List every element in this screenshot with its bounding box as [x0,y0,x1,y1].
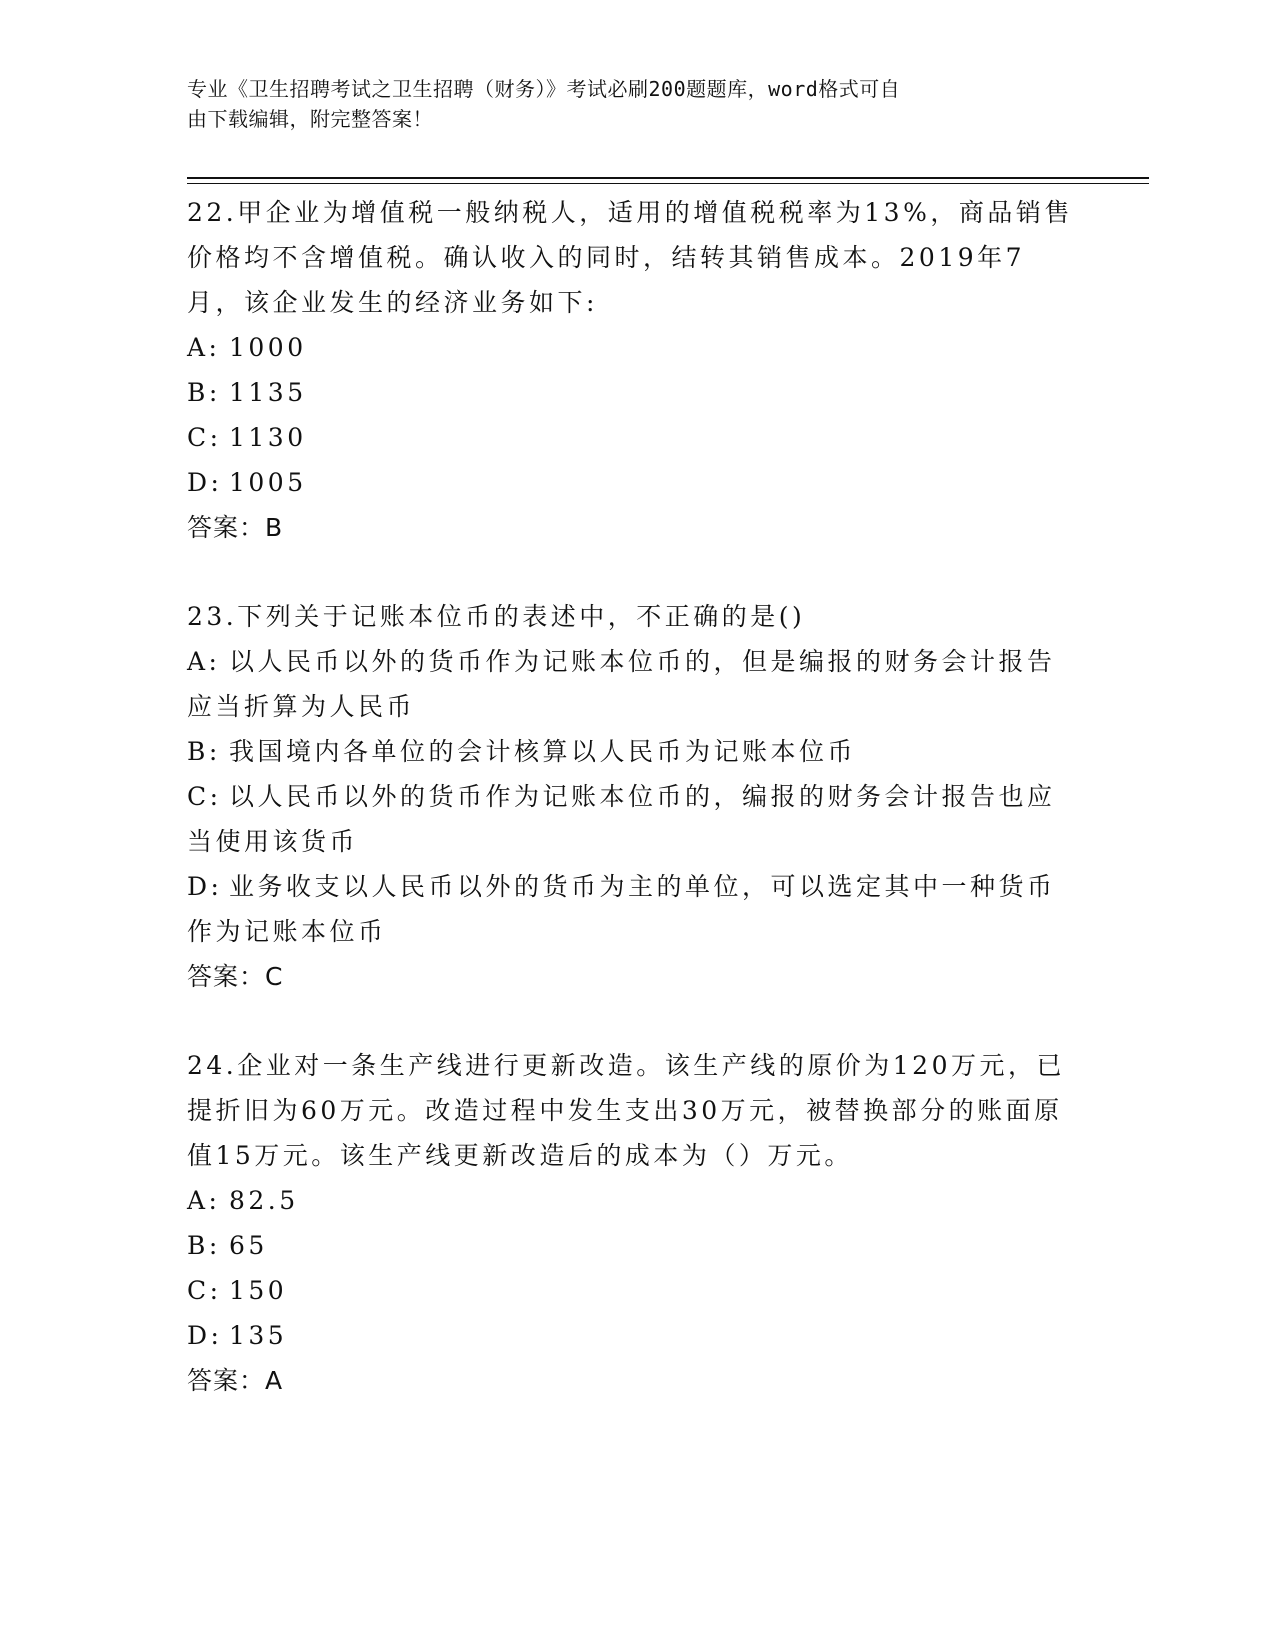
option-text: 业务收支以人民币以外的货币为主的单位，可以选定其中一种货币作为记账本位币 [187,872,1056,946]
header-line-1: 专业《卫生招聘考试之卫生招聘（财务）》考试必刷200题题库，word格式可自 [187,77,901,101]
question-stem: 22.甲企业为增值税一般纳税人，适用的增值税税率为13%，商品销售价格均不含增值税。确认收入的同时，结转其销售成本。2019年7月，该企业发生的经济业务如下: [187,198,1073,317]
question-24 [187,1043,1077,1403]
option-letter: D: [187,872,223,901]
option-text: 1005 [229,468,307,497]
option-c [187,1268,1077,1313]
option-b [187,370,1077,415]
option-letter: A: [187,1186,221,1215]
header-line-2: 由下载编辑，附完整答案！ [187,107,433,131]
option-text: 150 [229,1276,288,1305]
option-b [187,729,1077,774]
option-letter: D: [187,468,223,497]
option-text: 82.5 [229,1186,299,1215]
option-d [187,864,1077,954]
question-23 [187,594,1077,999]
option-letter: D: [187,1321,223,1350]
question-22 [187,190,1077,550]
answer-text: 答案：C [187,962,284,991]
question-stem: 24.企业对一条生产线进行更新改造。该生产线的原价为120万元，已提折旧为60万元。改造过程中发生支出30万元，被替换部分的账面原值15万元。该生产线更新改造后的成本为（）万元。 [187,1051,1065,1170]
option-letter: A: [187,647,221,676]
question-stem: 23.下列关于记账本位币的表述中，不正确的是() [187,602,806,631]
option-letter: C: [187,1276,222,1305]
option-text: 1135 [229,378,307,407]
document-header [187,74,1067,134]
option-text: 1130 [229,423,307,452]
option-text: 我国境内各单位的会计核算以人民币为记账本位币 [229,737,857,766]
option-d [187,460,1077,505]
option-c [187,415,1077,460]
answer-text: 答案：B [187,513,284,542]
option-a [187,325,1077,370]
header-divider-thick [187,177,1149,179]
header-divider-thin [187,183,1149,184]
option-letter: A: [187,333,221,362]
option-text: 1000 [229,333,307,362]
option-a [187,1178,1077,1223]
option-b [187,1223,1077,1268]
answer-text: 答案：A [187,1366,284,1395]
option-d [187,1313,1077,1358]
option-text: 65 [229,1231,268,1260]
option-text: 以人民币以外的货币作为记账本位币的，但是编报的财务会计报告应当折算为人民币 [187,647,1056,721]
option-letter: C: [187,782,222,811]
option-c [187,774,1077,864]
question-list [187,190,1077,1447]
option-letter: B: [187,1231,221,1260]
option-a [187,639,1077,729]
option-letter: B: [187,378,221,407]
option-letter: C: [187,423,222,452]
option-letter: B: [187,737,221,766]
option-text: 以人民币以外的货币作为记账本位币的，编报的财务会计报告也应当使用该货币 [187,782,1056,856]
option-text: 135 [229,1321,288,1350]
